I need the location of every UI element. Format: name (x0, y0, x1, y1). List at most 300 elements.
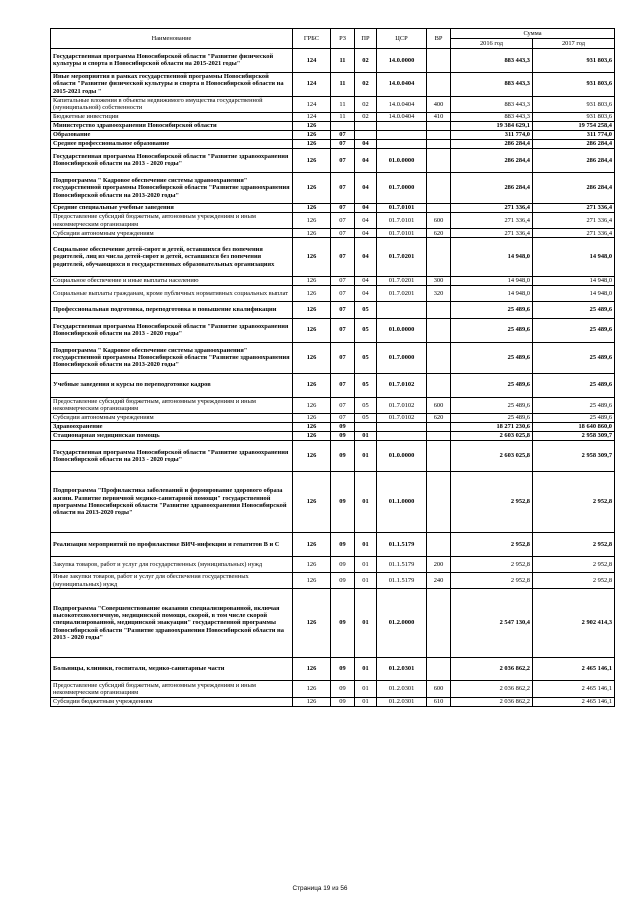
row-rz: 07 (331, 342, 355, 373)
row-value-2016: 2 952,8 (451, 556, 533, 572)
row-grbs: 126 (293, 139, 331, 148)
row-name: Профессиональная подготовка, переподготовка и повышение квалификации (51, 302, 293, 318)
row-value-2016: 25 489,6 (451, 342, 533, 373)
row-csr (377, 431, 427, 440)
row-name: Государственная программа Новосибирской области "Развитие здравоохранения Новосибирской области на 2013 - 2020 годы" (51, 148, 293, 172)
row-pr: 01 (355, 657, 377, 681)
row-rz: 09 (331, 556, 355, 572)
row-vr (427, 72, 451, 96)
row-value-2016: 2 952,8 (451, 573, 533, 589)
row-pr: 02 (355, 96, 377, 112)
row-vr: 410 (427, 112, 451, 121)
row-csr: 01.7.0101 (377, 229, 427, 238)
row-vr (427, 422, 451, 431)
row-value-2016: 271 336,4 (451, 203, 533, 212)
row-value-2016: 271 336,4 (451, 212, 533, 228)
row-csr: 01.0.0000 (377, 440, 427, 471)
row-vr (427, 148, 451, 172)
header-sum: Сумма (451, 29, 615, 39)
row-rz: 09 (331, 431, 355, 440)
row-value-2017: 271 336,4 (533, 229, 615, 238)
row-value-2017: 25 489,6 (533, 342, 615, 373)
row-grbs: 126 (293, 318, 331, 342)
row-vr (427, 238, 451, 277)
table-row (51, 302, 615, 318)
row-value-2016: 25 489,6 (451, 397, 533, 413)
row-name: Подпрограмма " Кадровое обеспечение системы здравоохранения" государственной программы Новосибирской области "Развитие здравоохранения Новосибирской области на 2013-2020 годы" (51, 172, 293, 203)
row-rz: 07 (331, 130, 355, 139)
row-csr: 01.7.0102 (377, 413, 427, 422)
row-vr: 610 (427, 697, 451, 706)
row-grbs: 126 (293, 532, 331, 556)
row-name: Больницы, клиники, госпитали, медико-санитарные части (51, 657, 293, 681)
row-value-2017: 271 336,4 (533, 203, 615, 212)
row-value-2017: 931 803,6 (533, 49, 615, 73)
row-value-2016: 2 952,8 (451, 532, 533, 556)
row-csr (377, 302, 427, 318)
row-value-2017: 2 952,8 (533, 532, 615, 556)
row-rz: 09 (331, 573, 355, 589)
row-pr (355, 130, 377, 139)
row-csr: 01.2.0301 (377, 697, 427, 706)
row-name: Иные мероприятия в рамках государственной программы Новосибирской области "Развитие физической культуры и спорта в Новосибирской области на 2015-2021 годы " (51, 72, 293, 96)
row-pr: 05 (355, 397, 377, 413)
row-value-2017: 931 803,6 (533, 72, 615, 96)
row-rz: 07 (331, 276, 355, 285)
row-pr: 01 (355, 589, 377, 657)
row-rz: 07 (331, 229, 355, 238)
row-grbs: 126 (293, 203, 331, 212)
table-row (51, 413, 615, 422)
row-rz: 07 (331, 212, 355, 228)
row-value-2017: 25 489,6 (533, 413, 615, 422)
row-pr: 04 (355, 203, 377, 212)
row-csr: 14.0.0000 (377, 49, 427, 73)
row-rz: 07 (331, 397, 355, 413)
row-value-2017: 286 284,4 (533, 148, 615, 172)
table-row (51, 121, 615, 130)
row-value-2017: 286 284,4 (533, 172, 615, 203)
row-pr: 04 (355, 148, 377, 172)
row-value-2016: 2 603 025,8 (451, 431, 533, 440)
row-value-2016: 2 036 862,2 (451, 681, 533, 697)
table-row (51, 212, 615, 228)
row-vr (427, 472, 451, 533)
row-grbs: 126 (293, 276, 331, 285)
table-row (51, 697, 615, 706)
row-csr: 01.0.0000 (377, 318, 427, 342)
row-name: Образование (51, 130, 293, 139)
row-pr: 01 (355, 681, 377, 697)
row-pr: 01 (355, 472, 377, 533)
row-value-2016: 311 774,0 (451, 130, 533, 139)
table-row (51, 139, 615, 148)
row-rz (331, 121, 355, 130)
table-row (51, 285, 615, 301)
row-pr: 02 (355, 49, 377, 73)
row-vr (427, 440, 451, 471)
row-csr: 14.0.0404 (377, 112, 427, 121)
header-rz: РЗ (331, 29, 355, 49)
row-name: Субсидии автономным учреждениям (51, 229, 293, 238)
row-grbs: 126 (293, 413, 331, 422)
table-row (51, 318, 615, 342)
row-vr: 200 (427, 556, 451, 572)
row-value-2016: 18 271 230,6 (451, 422, 533, 431)
row-vr (427, 130, 451, 139)
table-row (51, 532, 615, 556)
table-body (51, 49, 615, 707)
row-value-2017: 311 774,0 (533, 130, 615, 139)
table-row (51, 238, 615, 277)
row-pr: 05 (355, 373, 377, 397)
row-csr: 01.0.0000 (377, 148, 427, 172)
table-row (51, 556, 615, 572)
row-csr (377, 139, 427, 148)
table-row (51, 440, 615, 471)
row-value-2016: 883 443,3 (451, 72, 533, 96)
row-name: Социальные выплаты гражданам, кроме публичных нормативных социальных выплат (51, 285, 293, 301)
row-rz: 09 (331, 472, 355, 533)
row-pr: 05 (355, 318, 377, 342)
row-csr: 01.2.0000 (377, 589, 427, 657)
row-vr: 600 (427, 397, 451, 413)
row-pr: 04 (355, 229, 377, 238)
row-value-2017: 2 952,8 (533, 472, 615, 533)
row-value-2017: 2 465 146,1 (533, 681, 615, 697)
row-value-2016: 2 952,8 (451, 472, 533, 533)
row-value-2016: 25 489,6 (451, 373, 533, 397)
row-name: Социальное обеспечение детей-сирот и детей, оставшихся без попечения родителей, лиц из числа детей-сирот и детей, оставшихся без попечения родителей, обучающихся в государственных образовательных организациях (51, 238, 293, 277)
row-grbs: 126 (293, 657, 331, 681)
row-vr: 400 (427, 96, 451, 112)
page-footer: Страница 19 из 56 (292, 885, 348, 892)
row-grbs: 126 (293, 229, 331, 238)
row-rz: 11 (331, 49, 355, 73)
row-vr: 600 (427, 681, 451, 697)
row-csr: 01.7.0102 (377, 373, 427, 397)
row-rz: 07 (331, 413, 355, 422)
table-row (51, 172, 615, 203)
row-grbs: 126 (293, 440, 331, 471)
row-value-2016: 883 443,3 (451, 96, 533, 112)
table-row (51, 573, 615, 589)
row-vr (427, 342, 451, 373)
document-page (50, 28, 614, 707)
header-grbs: ГРБС (293, 29, 331, 49)
header-pr: ПР (355, 29, 377, 49)
row-pr: 01 (355, 556, 377, 572)
row-grbs: 126 (293, 422, 331, 431)
row-name: Субсидии автономным учреждениям (51, 413, 293, 422)
row-value-2017: 2 465 146,1 (533, 657, 615, 681)
row-name: Здравоохранение (51, 422, 293, 431)
row-rz: 07 (331, 238, 355, 277)
row-rz: 07 (331, 373, 355, 397)
row-vr (427, 532, 451, 556)
row-value-2016: 286 284,4 (451, 139, 533, 148)
table-row (51, 203, 615, 212)
row-vr (427, 589, 451, 657)
row-value-2017: 25 489,6 (533, 397, 615, 413)
row-csr (377, 422, 427, 431)
row-vr (427, 203, 451, 212)
table-row (51, 49, 615, 73)
row-grbs: 126 (293, 148, 331, 172)
row-name: Государственная программа Новосибирской области "Развитие здравоохранения Новосибирской области на 2013 - 2020 годы" (51, 440, 293, 471)
table-header (51, 29, 615, 49)
row-vr (427, 121, 451, 130)
row-rz: 09 (331, 681, 355, 697)
table-row (51, 148, 615, 172)
row-pr: 01 (355, 440, 377, 471)
row-name: Капитальные вложения в объекты недвижимого имущества государственной (муниципальной) собственности (51, 96, 293, 112)
table-row (51, 72, 615, 96)
row-csr: 01.7.0201 (377, 285, 427, 301)
row-rz: 09 (331, 440, 355, 471)
row-vr (427, 302, 451, 318)
row-grbs: 126 (293, 285, 331, 301)
row-pr: 04 (355, 285, 377, 301)
row-name: Министерство здравоохранения Новосибирской области (51, 121, 293, 130)
row-value-2017: 18 640 860,0 (533, 422, 615, 431)
row-csr: 01.7.0101 (377, 212, 427, 228)
row-grbs: 126 (293, 212, 331, 228)
row-rz: 07 (331, 302, 355, 318)
row-value-2016: 14 948,0 (451, 276, 533, 285)
row-value-2017: 2 958 309,7 (533, 440, 615, 471)
row-vr: 240 (427, 573, 451, 589)
row-csr: 01.1.0000 (377, 472, 427, 533)
row-vr (427, 318, 451, 342)
row-csr: 01.7.0101 (377, 203, 427, 212)
row-pr: 05 (355, 342, 377, 373)
row-value-2017: 2 465 146,1 (533, 697, 615, 706)
row-grbs: 126 (293, 130, 331, 139)
row-rz: 11 (331, 96, 355, 112)
row-value-2017: 286 284,4 (533, 139, 615, 148)
row-name: Иные закупки товаров, работ и услуг для обеспечения государственных (муниципальных) нужд (51, 573, 293, 589)
row-csr: 01.2.0301 (377, 681, 427, 697)
row-grbs: 124 (293, 112, 331, 121)
row-name: Социальное обеспечение и иные выплаты населению (51, 276, 293, 285)
row-grbs: 126 (293, 573, 331, 589)
row-pr: 01 (355, 573, 377, 589)
row-value-2016: 25 489,6 (451, 318, 533, 342)
row-grbs: 126 (293, 121, 331, 130)
row-grbs: 126 (293, 472, 331, 533)
row-value-2017: 2 952,8 (533, 573, 615, 589)
row-value-2017: 14 948,0 (533, 276, 615, 285)
row-pr: 04 (355, 276, 377, 285)
row-csr: 01.7.0000 (377, 172, 427, 203)
row-grbs: 126 (293, 697, 331, 706)
row-vr: 600 (427, 212, 451, 228)
row-value-2017: 14 948,0 (533, 285, 615, 301)
row-grbs: 124 (293, 72, 331, 96)
table-row (51, 112, 615, 121)
row-csr: 14.0.0404 (377, 96, 427, 112)
row-rz: 09 (331, 697, 355, 706)
row-value-2016: 883 443,3 (451, 112, 533, 121)
row-name: Субсидии бюджетным учреждениям (51, 697, 293, 706)
row-vr: 320 (427, 285, 451, 301)
row-value-2017: 25 489,6 (533, 373, 615, 397)
header-csr: ЦСР (377, 29, 427, 49)
header-vr: ВР (427, 29, 451, 49)
row-value-2017: 2 952,8 (533, 556, 615, 572)
row-name: Предоставление субсидий бюджетным, автономным учреждениям и иным некоммерческим организациям (51, 397, 293, 413)
row-value-2016: 271 336,4 (451, 229, 533, 238)
row-value-2016: 2 603 025,8 (451, 440, 533, 471)
row-name: Государственная программа Новосибирской области "Развитие здравоохранения Новосибирской области на 2013 - 2020 годы" (51, 318, 293, 342)
row-rz: 09 (331, 422, 355, 431)
row-name: Учебные заведения и курсы по переподготовке кадров (51, 373, 293, 397)
row-value-2016: 25 489,6 (451, 413, 533, 422)
row-value-2016: 14 948,0 (451, 238, 533, 277)
row-rz: 09 (331, 589, 355, 657)
table-row (51, 472, 615, 533)
row-grbs: 126 (293, 431, 331, 440)
row-pr: 05 (355, 302, 377, 318)
row-value-2017: 2 958 309,7 (533, 431, 615, 440)
row-name: Бюджетные инвестиции (51, 112, 293, 121)
row-rz: 07 (331, 172, 355, 203)
row-csr: 01.7.0201 (377, 238, 427, 277)
row-rz: 09 (331, 657, 355, 681)
header-2017: 2017 год (533, 39, 615, 49)
table-row (51, 130, 615, 139)
table-row (51, 422, 615, 431)
row-grbs: 126 (293, 373, 331, 397)
row-value-2016: 286 284,4 (451, 148, 533, 172)
row-grbs: 126 (293, 238, 331, 277)
budget-table (50, 28, 615, 707)
row-name: Закупка товаров, работ и услуг для государственных (муниципальных) нужд (51, 556, 293, 572)
table-row (51, 589, 615, 657)
table-row (51, 96, 615, 112)
row-vr (427, 657, 451, 681)
row-pr: 01 (355, 532, 377, 556)
row-value-2017: 25 489,6 (533, 318, 615, 342)
row-name: Стационарная медицинская помощь (51, 431, 293, 440)
row-vr: 620 (427, 413, 451, 422)
row-grbs: 126 (293, 172, 331, 203)
row-csr: 14.0.0404 (377, 72, 427, 96)
table-row (51, 657, 615, 681)
row-pr: 02 (355, 72, 377, 96)
row-value-2016: 2 036 862,2 (451, 657, 533, 681)
table-row (51, 276, 615, 285)
table-row (51, 431, 615, 440)
row-csr: 01.7.0000 (377, 342, 427, 373)
row-vr (427, 431, 451, 440)
row-pr (355, 422, 377, 431)
row-value-2017: 2 902 414,3 (533, 589, 615, 657)
row-rz: 07 (331, 318, 355, 342)
row-vr (427, 373, 451, 397)
row-csr: 01.1.5179 (377, 573, 427, 589)
row-grbs: 126 (293, 681, 331, 697)
row-csr: 01.2.0301 (377, 657, 427, 681)
row-vr (427, 139, 451, 148)
row-grbs: 126 (293, 589, 331, 657)
row-pr: 04 (355, 139, 377, 148)
header-2016: 2016 год (451, 39, 533, 49)
row-rz: 07 (331, 139, 355, 148)
row-vr: 300 (427, 276, 451, 285)
row-pr: 04 (355, 238, 377, 277)
row-value-2017: 931 803,6 (533, 96, 615, 112)
row-vr (427, 172, 451, 203)
row-rz: 07 (331, 148, 355, 172)
row-pr: 02 (355, 112, 377, 121)
row-value-2017: 19 754 258,4 (533, 121, 615, 130)
row-pr: 01 (355, 431, 377, 440)
row-value-2017: 271 336,4 (533, 212, 615, 228)
row-pr: 01 (355, 697, 377, 706)
row-csr (377, 121, 427, 130)
row-grbs: 124 (293, 96, 331, 112)
row-rz: 11 (331, 72, 355, 96)
row-rz: 07 (331, 203, 355, 212)
row-pr: 04 (355, 172, 377, 203)
row-name: Реализация мероприятий по профилактике ВИЧ-инфекции и гепатитов В и С (51, 532, 293, 556)
row-name: Средние специальные учебные заведения (51, 203, 293, 212)
row-vr (427, 49, 451, 73)
row-name: Подпрограмма "Профилактика заболеваний и формирование здорового образа жизни. Развитие первичной медико-санитарной помощи" государственной программы Новосибирской области "Развитие здравоохранения Новосибирской области на 2013-2020 годы" (51, 472, 293, 533)
row-value-2016: 2 036 862,2 (451, 697, 533, 706)
row-name: Предоставление субсидий бюджетным, автономным учреждениям и иным некоммерческим организациям (51, 681, 293, 697)
row-rz: 11 (331, 112, 355, 121)
row-csr (377, 130, 427, 139)
row-csr: 01.1.5179 (377, 556, 427, 572)
row-grbs: 124 (293, 49, 331, 73)
table-row (51, 229, 615, 238)
row-csr: 01.1.5179 (377, 532, 427, 556)
row-csr: 01.7.0201 (377, 276, 427, 285)
table-row (51, 342, 615, 373)
row-value-2017: 25 489,6 (533, 302, 615, 318)
row-value-2016: 19 384 629,1 (451, 121, 533, 130)
row-grbs: 126 (293, 302, 331, 318)
row-pr (355, 121, 377, 130)
table-row (51, 373, 615, 397)
row-name: Среднее профессиональное образование (51, 139, 293, 148)
row-value-2017: 931 803,6 (533, 112, 615, 121)
row-rz: 09 (331, 532, 355, 556)
table-row (51, 681, 615, 697)
row-value-2017: 14 948,0 (533, 238, 615, 277)
row-name: Предоставление субсидий бюджетным, автономным учреждениям и иным некоммерческим организациям (51, 212, 293, 228)
row-value-2016: 2 547 130,4 (451, 589, 533, 657)
row-vr: 620 (427, 229, 451, 238)
row-pr: 04 (355, 212, 377, 228)
header-name: Наименование (51, 29, 293, 49)
row-name: Подпрограмма "Совершенствование оказания специализированной, включая высокотехнологичную, медицинской помощи, скорой, в том числе скорой специализированной, медицинской эвакуации" государственной программы Новосибирской области "Развитие здравоохранения Новосибирской области на 2013 - 2020 годы" (51, 589, 293, 657)
row-value-2016: 883 443,3 (451, 49, 533, 73)
row-pr: 05 (355, 413, 377, 422)
row-value-2016: 25 489,6 (451, 302, 533, 318)
row-name: Государственная программа Новосибирской области "Развитие физической культуры и спорта в Новосибирской области на 2015-2021 годы" (51, 49, 293, 73)
row-name: Подпрограмма " Кадровое обеспечение системы здравоохранения" государственной программы Новосибирской области "Развитие здравоохранения Новосибирской области на 2013-2020 годы" (51, 342, 293, 373)
row-rz: 07 (331, 285, 355, 301)
row-grbs: 126 (293, 342, 331, 373)
row-csr: 01.7.0102 (377, 397, 427, 413)
row-value-2016: 286 284,4 (451, 172, 533, 203)
row-grbs: 126 (293, 397, 331, 413)
row-value-2016: 14 948,0 (451, 285, 533, 301)
